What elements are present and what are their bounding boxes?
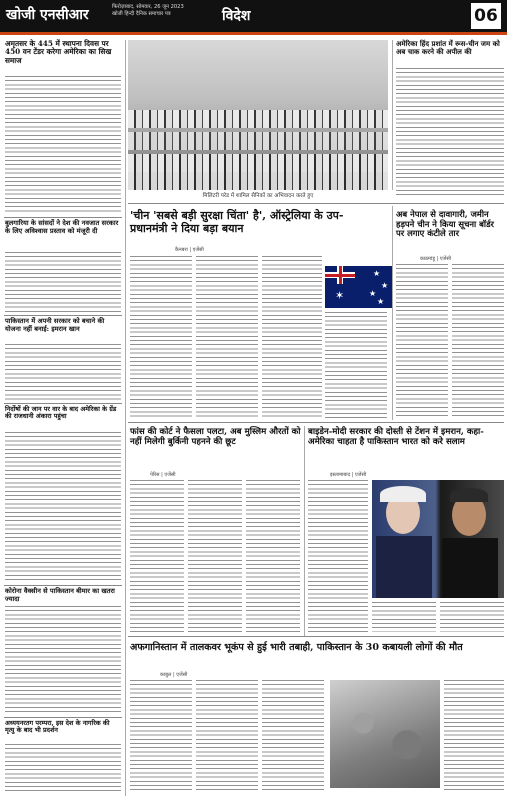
australia-body-col4 — [325, 312, 387, 418]
france-body-col3 — [246, 480, 300, 632]
photo-caption: मिलिटरी परेड में शामिल सैनिकों का अभिवादन करते हुए — [202, 193, 314, 199]
france-headline: फांस की कोर्ट ने फैसला पलटा, अब मुस्लिम औरतों को नहीं मिलेगी बुर्किनी पहनने की छूट — [130, 427, 301, 447]
story1-headline: अमृतसर के 445 में स्थापना दिवस पर 450 वन टेंडर करेगा अमेरिका का सिख समाज — [5, 39, 112, 65]
story3-headline: पाकिस्तान में अपनी सरकार को बचाने की योजना नहीं बनाई: इमरान खान — [5, 317, 105, 333]
section-title: विदेश — [222, 8, 251, 24]
afghan-headline: अफगानिस्तान में तालकवर भूकंप से हुई भारी तबाही, पाकिस्तान के 30 कबायली लोगों की मौत — [130, 642, 463, 653]
nepal-body-col2 — [452, 264, 504, 418]
france-body-col1 — [130, 480, 184, 632]
right-top-headline: अमेरिका हिंद प्रशांत में रूस-चीन जम को अब चाक करने की अपील की — [396, 39, 500, 57]
afghan-body-col3 — [262, 680, 324, 792]
story2-headline: बुलगारिया के सांसदों ने देश की नवजात सरकार के लिए अविश्वास प्रस्ताव को मंजूरी दी — [5, 219, 119, 235]
masthead-meta — [112, 4, 222, 18]
separator — [4, 717, 122, 718]
column-divider-right-top — [392, 40, 393, 190]
afghan-byline: काबुल | एजेंसी — [160, 672, 188, 678]
biden-headline: बाइडेन-मोदी सरकार की दोस्ती से टेंशन में इमरान, कहा- अमेरिका चाहता है पाकिस्तान भारत को करे सलाम — [308, 427, 484, 447]
biden-body-col1 — [308, 480, 368, 632]
france-body-col2 — [188, 480, 242, 632]
biden-imran-photo — [372, 480, 504, 598]
story6-headline: अध्ययनरतग परम्परा, इस देश के नागरिक की मृत्यु के बाद भी प्रदर्शन — [5, 719, 110, 735]
separator — [128, 422, 504, 423]
australia-headline: 'चीन 'सबसे बड़ी सुरक्षा चिंता' है', ऑस्ट्रेलिया के उप-प्रधानमंत्री ने दिया बड़ा बयान — [130, 209, 344, 235]
separator — [4, 315, 122, 316]
australia-body-col1 — [130, 256, 192, 418]
biden-body-col2 — [372, 602, 436, 632]
story1-body — [5, 76, 121, 214]
story2-body — [5, 252, 121, 312]
separator — [128, 636, 504, 637]
story4-body — [5, 432, 121, 582]
story5-headline: कोरोना वैक्सीन से पाकिस्तान बीमार का खतरा ज्यादा — [5, 587, 115, 603]
afghan-body-col1 — [130, 680, 192, 792]
masthead-date: फिरोज़ाबाद, सोमवार, 26 जून 2023 — [112, 4, 184, 10]
biden-byline: इस्लामाबाद | एजेंसी — [330, 472, 367, 478]
earthquake-damage-photo — [330, 680, 440, 788]
australia-byline: कैनबरा | एजेंसी — [175, 247, 204, 253]
story3-body — [5, 344, 121, 400]
biden-body-col3 — [440, 602, 504, 632]
nepal-headline: अब नेपाल से दावागारी, जमीन हड़पने चीन ने किया सूचना बॉर्डर पर लगाए कंटीले तार — [396, 209, 494, 239]
column-divider — [304, 426, 305, 636]
nepal-byline: काठमांडू | एजेंसी — [420, 256, 452, 262]
nepal-body-col1 — [396, 264, 448, 418]
separator — [128, 203, 504, 204]
military-parade-photo — [128, 40, 388, 190]
australia-body-col2 — [196, 256, 258, 418]
masthead — [0, 0, 507, 32]
column-divider — [392, 206, 393, 420]
masthead-tagline: खोजी हिन्दी दैनिक समाचार पत्र — [112, 11, 171, 17]
france-byline: पेरिस | एजेंसी — [150, 472, 176, 478]
right-top-body — [396, 68, 504, 198]
afghan-body-col4 — [444, 680, 504, 792]
page-number: 06 — [471, 3, 501, 29]
australia-body-col3 — [262, 256, 322, 418]
masthead-rule — [0, 32, 507, 35]
column-divider-left — [125, 40, 126, 796]
newspaper-logo: खोजी एनसीआर — [6, 7, 89, 23]
afghan-body-col2 — [196, 680, 258, 792]
story6-body — [5, 744, 121, 794]
separator — [4, 403, 122, 404]
story4-headline: निर्दोषों की जान पर वार के बाद अमेरिका के ग्रेंड की राजधानी अंकारा पहुंचा — [5, 405, 117, 421]
story5-body — [5, 606, 121, 714]
australia-flag-icon: ✶ ★ ★ ★ ★ — [325, 266, 393, 308]
separator — [4, 217, 122, 218]
separator — [4, 585, 122, 586]
